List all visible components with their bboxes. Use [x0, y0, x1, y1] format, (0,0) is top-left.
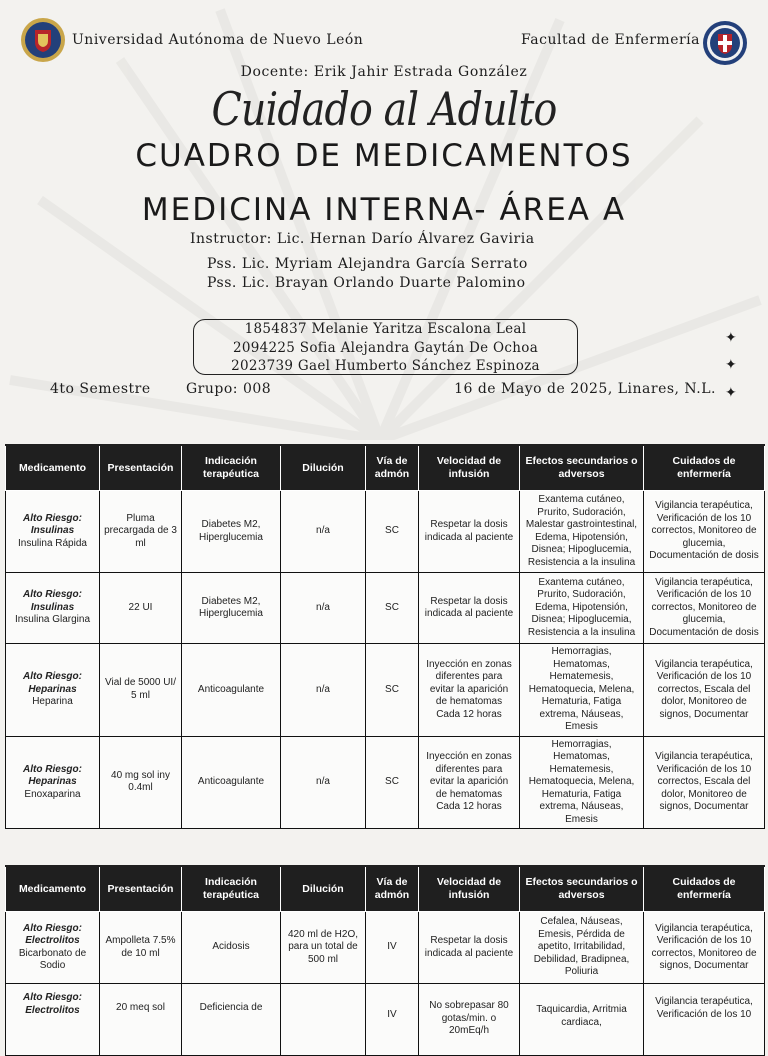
rate-cell: No sobrepasar 80 gotas/min. o 20mEq/h: [419, 984, 520, 1056]
col-presentacion: Presentación: [100, 866, 182, 912]
indication-cell: Diabetes M2, Hiperglucemia: [182, 573, 281, 644]
presentation-cell: Ampolleta 7.5% de 10 ml: [100, 912, 182, 984]
col-velocidad: Velocidad de infusión: [419, 445, 520, 491]
sparkle-icon: ✦: [725, 357, 737, 373]
student-2: 2094225 Sofia Alejandra Gaytán De Ochoa: [232, 339, 539, 356]
med-cell: Alto Riesgo: Electrolitos Bicarbonato de Sodio: [6, 912, 100, 984]
care-cell: Vigilancia terapéutica, Verificación de los 10: [644, 984, 765, 1056]
student-1: 1854837 Melanie Yaritza Escalona Leal: [244, 321, 527, 337]
care-cell: Vigilancia terapéutica, Verificación de los 10 correctos, Monitoreo de signos, Documentar: [644, 912, 765, 984]
presentation-cell: Vial de 5000 UI/ 5 ml: [100, 644, 182, 737]
col-indicacion: Indicación terapéutica: [182, 866, 281, 912]
col-via: Vía de admón: [366, 445, 419, 491]
dilution-cell: n/a: [281, 491, 366, 573]
med-cell: Alto Riesgo: Insulinas Insulina Rápida: [6, 491, 100, 573]
col-cuidados: Cuidados de enfermería: [644, 866, 765, 912]
table-row: [6, 491, 765, 573]
semester-label: 4to Semestre: [50, 381, 151, 397]
table-row: [6, 912, 765, 984]
med-cell: Alto Riesgo: Insulinas Insulina Glargina: [6, 573, 100, 644]
care-cell: Vigilancia terapéutica, Verificación de los 10 correctos, Monitoreo de glucemia, Documentación de dosis: [644, 491, 765, 573]
dilution-cell: [281, 984, 366, 1056]
col-via: Vía de admón: [366, 866, 419, 912]
instructor-line: Instructor: Lic. Hernan Darío Álvarez Gaviria: [190, 231, 535, 247]
col-medicamento: Medicamento: [6, 866, 100, 912]
uanl-seal-icon: [20, 17, 66, 63]
col-efectos: Efectos secundarios o adversos: [520, 445, 644, 491]
page-title-line2: MEDICINA INTERNA- ÁREA A: [141, 192, 627, 228]
pss-line-2: Pss. Lic. Brayan Orlando Duarte Palomino: [207, 275, 526, 291]
page-title-line1: CUADRO DE MEDICAMENTOS: [135, 138, 633, 174]
col-cuidados: Cuidados de enfermería: [644, 445, 765, 491]
route-cell: SC: [366, 644, 419, 737]
dilution-cell: n/a: [281, 736, 366, 829]
medication-table-1: [5, 444, 765, 829]
effects-cell: Exantema cutáneo, Prurito, Sudoración, Edema, Hipotensión, Disnea; Hipoglucemia, Resistencia a la insulina: [520, 573, 644, 644]
table-row: [6, 573, 765, 644]
med-cell: Alto Riesgo: Heparinas Enoxaparina: [6, 736, 100, 829]
table-header-row: [6, 866, 765, 912]
route-cell: SC: [366, 491, 419, 573]
faculty-name: Facultad de Enfermería: [521, 32, 700, 48]
col-medicamento: Medicamento: [6, 445, 100, 491]
col-dilucion: Dilución: [281, 866, 366, 912]
indication-cell: Diabetes M2, Hiperglucemia: [182, 491, 281, 573]
indication-cell: Anticoagulante: [182, 644, 281, 737]
table-header-row: [6, 445, 765, 491]
presentation-cell: Pluma precargada de 3 ml: [100, 491, 182, 573]
date-label: 16 de Mayo de 2025, Linares, N.L.: [454, 381, 716, 397]
sparkle-icon: ✦: [725, 385, 737, 401]
med-cell: Alto Riesgo: Electrolitos: [6, 984, 100, 1056]
col-velocidad: Velocidad de infusión: [419, 866, 520, 912]
rate-cell: Inyección en zonas diferentes para evitar la aparición de hematomas Cada 12 horas: [419, 736, 520, 829]
route-cell: SC: [366, 736, 419, 829]
students-box: [193, 319, 578, 375]
col-indicacion: Indicación terapéutica: [182, 445, 281, 491]
dilution-cell: 420 ml de H2O, para un total de 500 ml: [281, 912, 366, 984]
col-dilucion: Dilución: [281, 445, 366, 491]
effects-cell: Taquicardia, Arritmia cardiaca,: [520, 984, 644, 1056]
med-cell: Alto Riesgo: Heparinas Heparina: [6, 644, 100, 737]
rate-cell: Inyección en zonas diferentes para evitar la aparición de hematomas Cada 12 horas: [419, 644, 520, 737]
col-efectos: Efectos secundarios o adversos: [520, 866, 644, 912]
rate-cell: Respetar la dosis indicada al paciente: [419, 912, 520, 984]
table-row: [6, 736, 765, 829]
effects-cell: Hemorragias, Hematomas, Hematemesis, Hematoquecia, Melena, Hematuria, Fatiga extrema, Náuseas, Emesis: [520, 736, 644, 829]
rate-cell: Respetar la dosis indicada al paciente: [419, 491, 520, 573]
faculty-seal-icon: [702, 20, 748, 66]
effects-cell: Exantema cutáneo, Prurito, Sudoración, Malestar gastrointestinal, Edema, Hipotensión, Disnea; Hipoglucemia, Resistencia a la insulina: [520, 491, 644, 573]
table-row: [6, 984, 765, 1056]
table-row: [6, 644, 765, 737]
care-cell: Vigilancia terapéutica, Verificación de los 10 correctos, Monitoreo de glucemia, Documentación de dosis: [644, 573, 765, 644]
student-3: 2023739 Gael Humberto Sánchez Espinoza: [231, 358, 540, 374]
route-cell: IV: [366, 984, 419, 1056]
route-cell: IV: [366, 912, 419, 984]
indication-cell: Deficiencia de: [182, 984, 281, 1056]
university-name: Universidad Autónoma de Nuevo León: [72, 32, 364, 48]
presentation-cell: 20 meq sol: [100, 984, 182, 1056]
indication-cell: Anticoagulante: [182, 736, 281, 829]
dilution-cell: n/a: [281, 573, 366, 644]
care-cell: Vigilancia terapéutica, Verificación de los 10 correctos, Escala del dolor, Monitoreo de signos, Documentar: [644, 736, 765, 829]
care-cell: Vigilancia terapéutica, Verificación de los 10 correctos, Escala del dolor, Monitoreo de signos, Documentar: [644, 644, 765, 737]
effects-cell: Hemorragias, Hematomas, Hematemesis, Hematoquecia, Melena, Hematuria, Fatiga extrema, Náuseas, Emesis: [520, 644, 644, 737]
docente-line: Docente: Erik Jahir Estrada González: [240, 64, 528, 80]
pss-line-1: Pss. Lic. Myriam Alejandra García Serrato: [207, 256, 528, 272]
effects-cell: Cefalea, Náuseas, Emesis, Pérdida de apetito, Irritabilidad, Debilidad, Bradipnea, Poliuria: [520, 912, 644, 984]
script-title: Cuidado al Adulto: [211, 82, 557, 136]
route-cell: SC: [366, 573, 419, 644]
presentation-cell: 40 mg sol iny 0.4ml: [100, 736, 182, 829]
presentation-cell: 22 UI: [100, 573, 182, 644]
rate-cell: Respetar la dosis indicada al paciente: [419, 573, 520, 644]
medication-table-2: [5, 865, 765, 1056]
dilution-cell: n/a: [281, 644, 366, 737]
sparkle-icon: ✦: [725, 330, 737, 346]
indication-cell: Acidosis: [182, 912, 281, 984]
group-label: Grupo: 008: [186, 381, 272, 397]
col-presentacion: Presentación: [100, 445, 182, 491]
